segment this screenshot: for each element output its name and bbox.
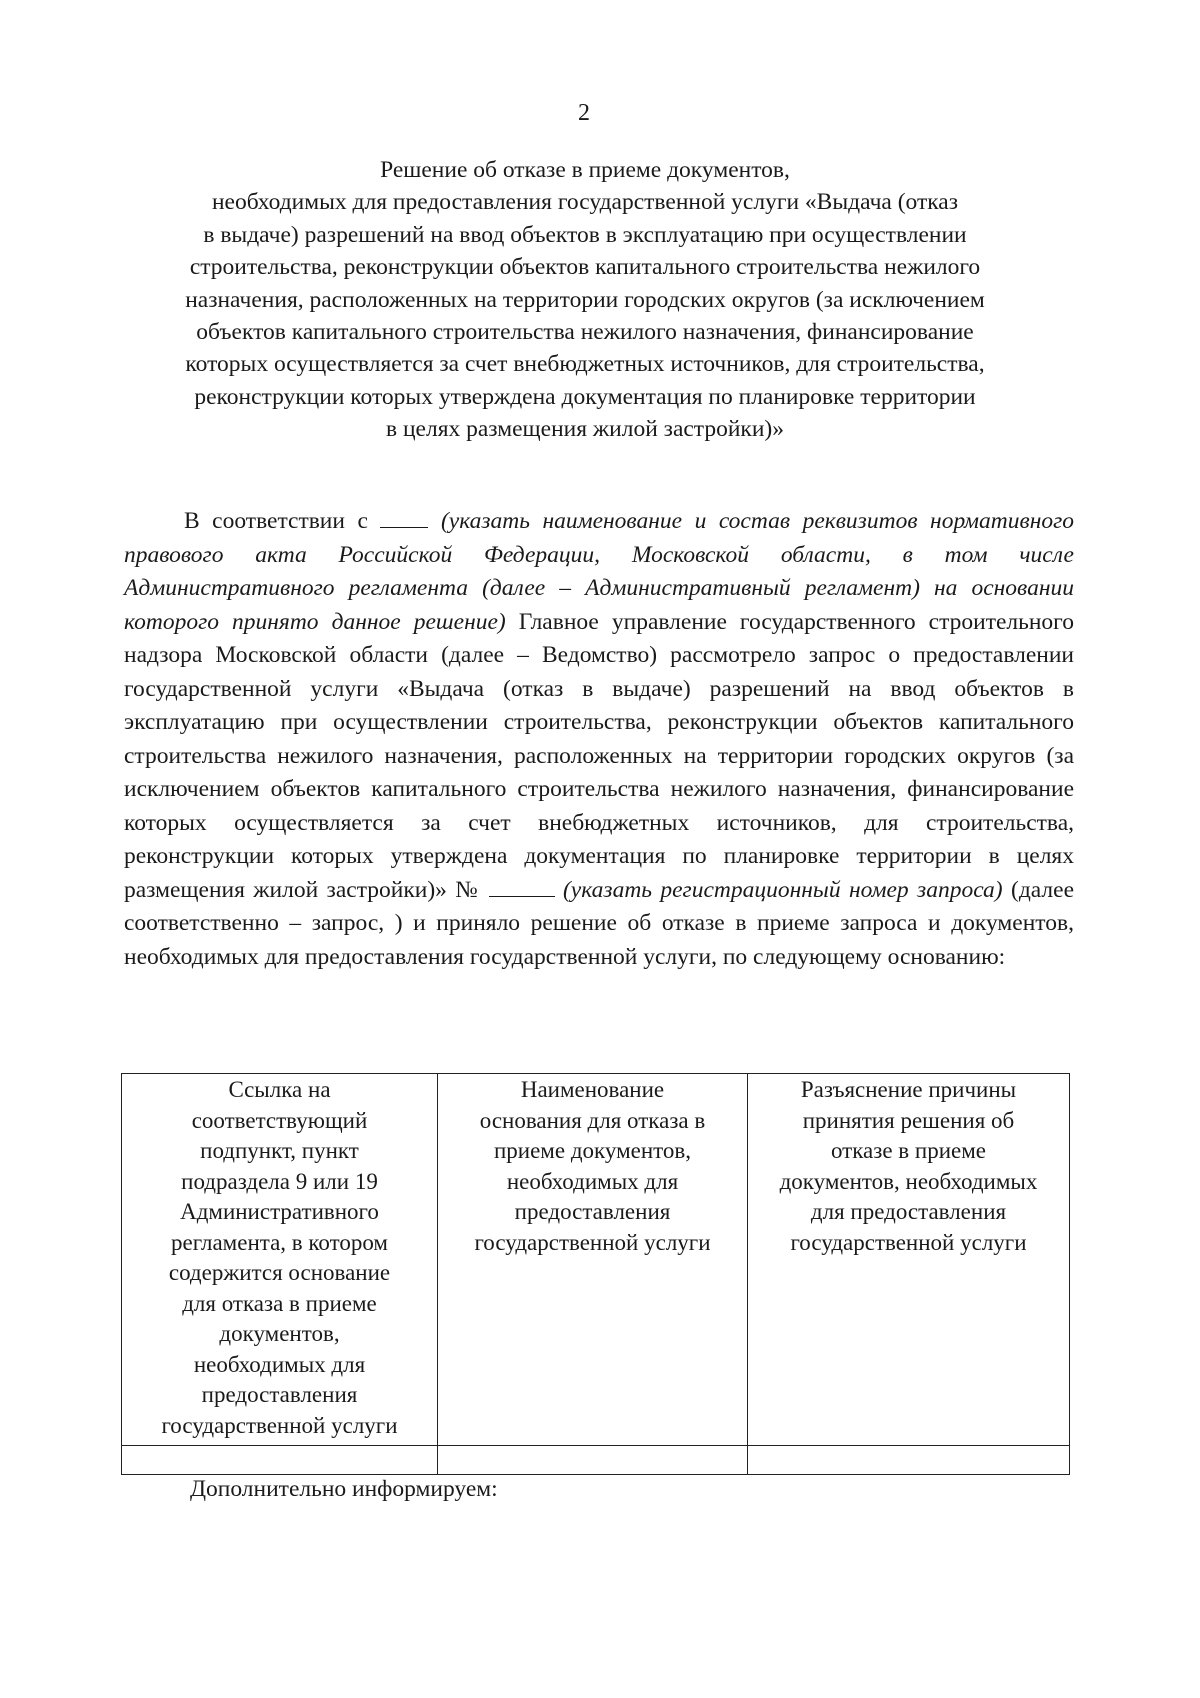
title-line: строительства, реконструкции объектов капитального строительства нежилого	[189, 254, 981, 281]
document-title	[120, 154, 1050, 446]
title-line: Решение об отказе в приеме документов,	[380, 157, 790, 183]
title-line: объектов капитального строительства нежилого назначения, финансирование	[196, 319, 974, 346]
table-header-row	[122, 1074, 1070, 1446]
additional-info-label: Дополнительно информируем:	[190, 1476, 498, 1502]
title-line: реконструкции которых утверждена документация по планировке территории	[194, 383, 976, 410]
title-line: назначения, расположенных на территории городских округов (за исключением	[185, 286, 985, 313]
page-number: 2	[578, 100, 590, 126]
header-cell-reference: Ссылка на соответствующий подпункт, пункт подраздела 9 или 19 Административного регламента, в котором содержится основание для отказа в приеме документов, необходимых для предоставления государственной услуги	[122, 1074, 438, 1446]
request-number-blank-field[interactable]	[489, 876, 555, 897]
title-line: необходимых для предоставления государственной услуги «Выдача (отказ	[211, 189, 959, 216]
refusal-reasons-table	[121, 1073, 1070, 1475]
header-cell-explanation: Разъяснение причины принятия решения об отказе в приеме документов, необходимых для предоставления государственной услуги	[748, 1074, 1070, 1446]
decision-paragraph	[124, 505, 1074, 974]
header-cell-reason-name: Наименование основания для отказа в приеме документов, необходимых для предоставления государственной услуги	[438, 1074, 748, 1446]
title-line: в выдаче) разрешений на ввод объектов в эксплуатацию при осуществлении	[203, 221, 967, 248]
title-line: в целях размещения жилой застройки)»	[385, 416, 785, 443]
table-cell[interactable]	[438, 1446, 748, 1475]
title-line: которых осуществляется за счет внебюджетных источников, для строительства,	[185, 351, 985, 378]
table-row	[122, 1446, 1070, 1475]
request-number-hint: (указать регистрационный номер запроса)	[562, 876, 1003, 903]
tail-text: (далее соответственно – запрос, ) и приняло решение об отказе в приеме запроса и документов, необходимых для предоставления государственной услуги, по следующему основанию:	[124, 876, 1075, 970]
act-instruction-hint: (указать наименование и состав реквизитов нормативного правового акта Российской Федерации, Московской области, в том числе Административного регламента (далее – Административный регламент) на основании которого принято данное решение)	[124, 508, 1075, 635]
act-blank-field[interactable]	[380, 507, 428, 528]
intro-text: В соответствии с	[184, 508, 368, 534]
table-cell[interactable]	[748, 1446, 1070, 1475]
table-cell[interactable]	[122, 1446, 438, 1475]
main-text: Главное управление государственного строительного надзора Московской области (далее – Ведомство) рассмотрело запрос о предоставлении государственной услуги «Выдача (отказ в выдаче) разрешений на ввод объектов в эксплуатацию при осуществлении строительства, реконструкции объектов капитального строительства нежилого назначения, расположенных на территории городских округов (за исключением объектов капитального строительства нежилого назначения, финансирование которых осуществляется за счет внебюджетных источников, для строительства, реконструкции которых утверждена документация по планировке территории в целях размещения жилой застройки)» №	[124, 608, 1074, 903]
